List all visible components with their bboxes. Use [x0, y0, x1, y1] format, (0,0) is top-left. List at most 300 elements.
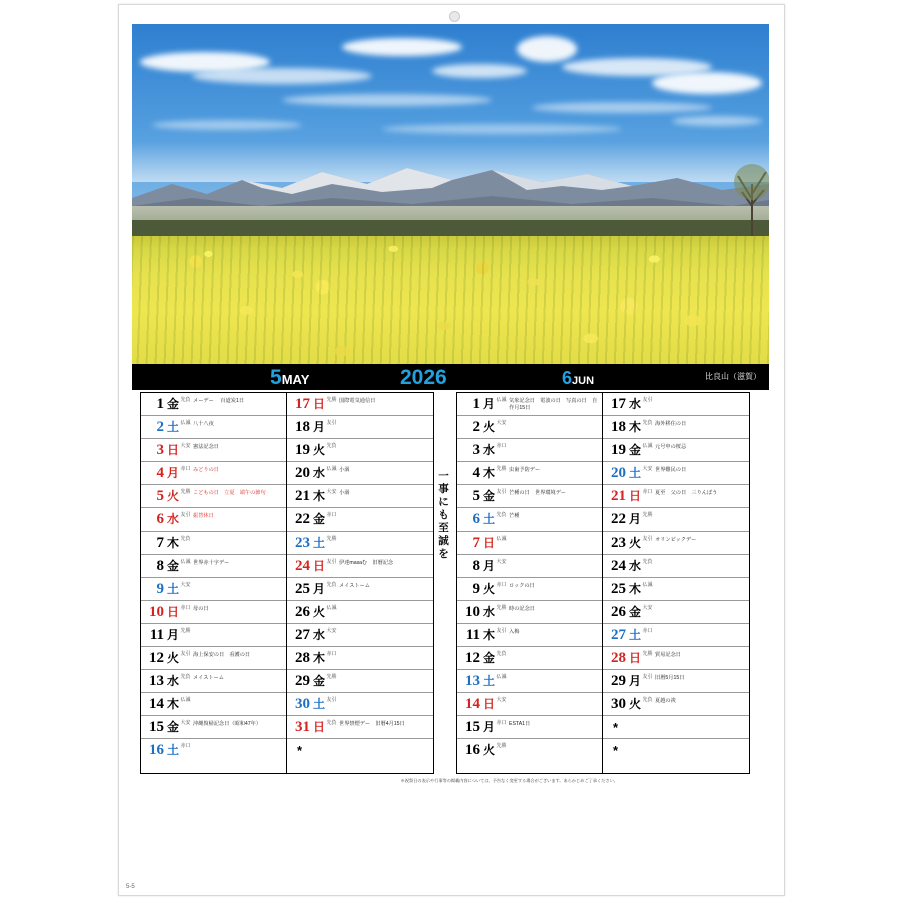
rokuyo-label: 先負	[326, 443, 337, 450]
calendar-day-row	[603, 624, 749, 647]
jun-block	[456, 392, 750, 774]
day-event-note: ロックの日	[509, 582, 535, 589]
day-number: 14	[465, 696, 480, 713]
rokuyo-label: 仏滅	[496, 397, 507, 403]
day-number: 11	[149, 626, 164, 643]
day-number: 2	[156, 419, 164, 436]
day-event-note: 貿易記念日	[655, 652, 681, 659]
day-of-week: 水	[628, 558, 641, 573]
calendar-day-row	[141, 601, 286, 624]
day-event-note: 芒種の日 世界環境デー	[509, 490, 567, 497]
day-number: 8	[472, 557, 480, 574]
cloud-icon	[382, 124, 622, 134]
day-event-note	[507, 439, 602, 461]
calendar-day-row	[603, 532, 749, 555]
calendar-day-row	[603, 739, 749, 762]
day-of-week: 月	[482, 720, 495, 735]
day-of-week: 月	[312, 420, 325, 435]
day-number: 6	[472, 511, 480, 528]
day-of-week: 土	[482, 512, 495, 527]
calendar-day-row	[457, 693, 602, 716]
day-number: 27	[295, 626, 310, 643]
day-event-note	[191, 624, 286, 646]
calendar-day-row	[141, 670, 286, 693]
rokuyo-label: 仏滅	[496, 674, 507, 681]
day-event-note: 伊達masaむ 旧暦記念	[339, 559, 394, 566]
day-of-week: 金	[628, 443, 641, 458]
calendar-day-row	[457, 670, 602, 693]
day-event-note	[507, 555, 602, 577]
day-event-note	[653, 508, 749, 530]
day-number: 29	[611, 673, 626, 690]
day-of-week: 日	[628, 489, 641, 504]
day-number: 26	[295, 603, 310, 620]
calendar-day-row	[603, 578, 749, 601]
rokuyo-label: 大安	[496, 697, 507, 704]
day-of-week: 月	[628, 512, 641, 527]
day-event-note: 夏越の祓	[655, 698, 676, 705]
day-of-week: 水	[312, 627, 325, 642]
day-event-note: 海上保安の日 看護の日	[193, 652, 251, 659]
day-event-note: こどもの日 立夏 端午の節句	[193, 490, 266, 497]
rokuyo-label: 赤口	[180, 604, 191, 611]
day-event-note	[653, 601, 749, 623]
calendar-day-row	[603, 416, 749, 439]
day-number: 17	[611, 396, 626, 412]
day-event-note	[337, 670, 433, 692]
rokuyo-label: 大安	[326, 627, 337, 634]
day-of-week: 水	[628, 397, 641, 411]
rokuyo-label: 先勝	[326, 674, 337, 681]
day-event-note	[653, 578, 749, 600]
day-number: 1	[472, 396, 480, 412]
day-of-week: 日	[628, 651, 641, 666]
day-event-note	[191, 578, 286, 600]
rokuyo-label: 友引	[326, 420, 337, 427]
calendar-day-row	[457, 508, 602, 531]
day-number: 7	[472, 534, 480, 551]
day-event-note: 芒種	[509, 513, 520, 520]
day-event-note: 憲法記念日	[193, 444, 219, 451]
day-of-week: 水	[482, 443, 495, 458]
day-event-note: 母の日	[193, 605, 209, 612]
day-of-week: 土	[166, 581, 179, 596]
day-event-note: メイストーム	[339, 582, 370, 589]
rokuyo-label: 先負	[326, 581, 337, 588]
rokuyo-label: 友引	[326, 697, 337, 704]
day-of-week: 日	[166, 604, 179, 619]
day-number: 11	[465, 626, 480, 643]
rokuyo-label: 赤口	[496, 720, 507, 727]
day-event-note	[191, 739, 286, 762]
day-number: 13	[465, 673, 480, 690]
day-of-week: 火	[482, 743, 495, 758]
day-number: 5	[156, 488, 164, 505]
day-of-week: 日	[312, 558, 325, 573]
cloud-icon	[672, 116, 762, 126]
day-number: 18	[295, 419, 310, 436]
cloud-icon	[532, 102, 712, 113]
cloud-icon	[342, 38, 462, 56]
rokuyo-label: 先負	[642, 420, 653, 427]
rokuyo-label: 大安	[642, 466, 653, 473]
day-of-week: 日	[312, 397, 325, 411]
may-column-2	[287, 393, 433, 773]
rokuyo-label: 赤口	[326, 651, 337, 658]
calendar-day-row	[141, 393, 286, 416]
rokuyo-label: 先負	[326, 720, 337, 727]
rokuyo-label: 先勝	[642, 651, 653, 658]
calendar-day-row	[457, 393, 602, 416]
day-of-week: 木	[166, 535, 179, 550]
day-of-week: 木	[312, 651, 325, 666]
day-of-week: 火	[312, 443, 325, 458]
rokuyo-label: 大安	[496, 420, 507, 427]
day-event-note: ESTA1日	[509, 721, 531, 728]
day-event-note	[337, 439, 433, 461]
day-event-note: 世界禁煙デー 旧暦4月15日	[339, 721, 405, 728]
photo-caption: 比良山（滋賀）	[705, 372, 761, 381]
calendar-day-row	[287, 508, 433, 531]
year-label: 2026	[400, 366, 447, 389]
calendar-day-row	[457, 601, 602, 624]
calendar-day-row	[603, 439, 749, 462]
calendar-day-row	[603, 601, 749, 624]
rokuyo-label: 仏滅	[180, 697, 191, 704]
day-of-week: 金	[312, 674, 325, 689]
rokuyo-label: 仏滅	[496, 535, 507, 542]
rokuyo-label: 先勝	[326, 397, 337, 403]
calendar-day-row	[287, 739, 433, 762]
calendar-day-row	[141, 532, 286, 555]
rokuyo-label: 友引	[496, 627, 507, 634]
day-event-note	[507, 670, 602, 692]
rokuyo-label: 先負	[642, 697, 653, 704]
day-number: 22	[611, 511, 626, 528]
day-of-week: 金	[628, 604, 641, 619]
day-number: 3	[472, 442, 480, 459]
rokuyo-label: 先勝	[642, 512, 653, 519]
day-event-note	[653, 555, 749, 577]
rokuyo-label: 仏滅	[180, 558, 191, 565]
calendar-day-row	[603, 555, 749, 578]
rokuyo-label: 先勝	[180, 627, 191, 634]
day-of-week: 土	[628, 627, 641, 642]
rokuyo-label: 仏滅	[642, 581, 653, 588]
day-number: 25	[611, 580, 626, 597]
day-number: 16	[465, 742, 480, 759]
calendar-day-row	[457, 485, 602, 508]
day-number: 12	[465, 650, 480, 667]
day-of-week: 金	[166, 720, 179, 735]
rokuyo-label: 先勝	[326, 535, 337, 542]
calendar-day-row	[287, 693, 433, 716]
calendar-day-row	[141, 716, 286, 739]
rokuyo-label: 先負	[642, 558, 653, 565]
day-number: 27	[611, 626, 626, 643]
rokuyo-label: 先負	[496, 651, 507, 658]
rokuyo-label: 先負	[180, 397, 191, 403]
day-of-week: 土	[312, 697, 325, 712]
day-number: 8	[156, 557, 164, 574]
calendar-day-row	[287, 647, 433, 670]
day-event-note: 世界難民の日	[655, 467, 687, 474]
day-number: 24	[295, 557, 310, 574]
calendar-day-row	[287, 532, 433, 555]
may-column-1	[141, 393, 287, 773]
rokuyo-label: 先負	[180, 674, 191, 681]
day-of-week: 木	[628, 420, 641, 435]
day-of-week: 月	[482, 558, 495, 573]
day-number: 10	[465, 603, 480, 620]
calendar-day-row	[141, 555, 286, 578]
month-left-number: 5	[270, 366, 282, 389]
day-event-note: 八十八夜	[193, 421, 214, 428]
day-of-week: 木	[312, 489, 325, 504]
rokuyo-label: 大安	[180, 581, 191, 588]
calendar-day-row	[287, 485, 433, 508]
calendar-day-row	[457, 739, 602, 762]
day-number: 15	[149, 719, 164, 736]
cloud-icon	[652, 72, 762, 94]
jun-column-2	[603, 393, 749, 773]
rokuyo-label: 先負	[180, 535, 191, 542]
calendar-day-row	[287, 393, 433, 416]
day-number: 23	[611, 534, 626, 551]
day-of-week: 火	[166, 489, 179, 504]
day-number: 26	[611, 603, 626, 620]
day-of-week: 土	[628, 466, 641, 481]
calendar-day-row	[457, 624, 602, 647]
day-number: 24	[611, 557, 626, 574]
rokuyo-label: 赤口	[180, 466, 191, 473]
day-of-week: 月	[628, 674, 641, 689]
rokuyo-label: 大安	[642, 604, 653, 611]
day-of-week: 日	[482, 697, 495, 712]
day-number: 23	[295, 534, 310, 551]
day-event-note	[507, 416, 602, 438]
day-of-week: 金	[312, 512, 325, 527]
jun-column-1	[457, 393, 603, 773]
day-event-note: 小満	[339, 490, 350, 497]
day-number: 25	[295, 580, 310, 597]
calendar-day-row	[457, 716, 602, 739]
day-event-note: 夏至 父の日 三りんぼう	[655, 490, 718, 497]
rokuyo-label: 友引	[642, 397, 653, 403]
day-event-note: メーデー 百道炭1日	[193, 398, 245, 404]
calendar-day-row	[457, 416, 602, 439]
day-of-week: 日	[482, 535, 495, 550]
empty-day-marker: *	[297, 743, 303, 759]
day-event-note	[507, 739, 602, 762]
calendar-day-row	[603, 716, 749, 739]
day-number: 15	[465, 719, 480, 736]
cloud-icon	[192, 68, 372, 84]
calendar-day-row	[457, 462, 602, 485]
day-number: 3	[156, 442, 164, 459]
rokuyo-label: 先勝	[180, 489, 191, 496]
rokuyo-label: 大安	[180, 443, 191, 450]
rokuyo-label: 先勝	[496, 466, 507, 473]
day-number: 12	[149, 650, 164, 667]
day-of-week: 木	[482, 466, 495, 481]
calendar-day-row	[287, 462, 433, 485]
day-of-week: 金	[166, 558, 179, 573]
rapeseed-flower-field	[132, 236, 769, 364]
rokuyo-label: 赤口	[180, 743, 191, 750]
day-event-note	[337, 693, 433, 715]
day-number: 29	[295, 673, 310, 690]
rokuyo-label: 赤口	[496, 443, 507, 450]
calendar-day-row	[457, 439, 602, 462]
day-event-note	[337, 416, 433, 438]
calendar-day-row	[287, 716, 433, 739]
rokuyo-label: 友引	[642, 535, 653, 542]
day-of-week: 火	[628, 535, 641, 550]
day-number: 4	[472, 465, 480, 482]
calendar-day-row	[603, 647, 749, 670]
rokuyo-label: 大安	[496, 558, 507, 565]
bare-tree-icon	[732, 144, 769, 244]
calendar-day-row	[141, 462, 286, 485]
rokuyo-label: 仏滅	[642, 443, 653, 450]
calendar-day-row	[141, 485, 286, 508]
fine-print: ※祝祭日の表示や行事等の掲載内容については、予告なく変更する場合がございます。あらかじめご了承ください。	[400, 778, 618, 783]
day-number: 19	[611, 442, 626, 459]
day-event-note	[653, 393, 749, 415]
calendar-day-row	[141, 416, 286, 439]
day-of-week: 月	[166, 627, 179, 642]
slogan-text: 一事にも至誠を	[438, 470, 450, 560]
day-event-note: 沖縄復帰記念日（昭和47年）	[193, 721, 262, 728]
day-number: 22	[295, 511, 310, 528]
day-event-note	[337, 647, 433, 669]
calendar-day-row	[141, 647, 286, 670]
day-of-week: 火	[312, 604, 325, 619]
day-number: 16	[149, 742, 164, 759]
day-of-week: 水	[166, 674, 179, 689]
day-event-note: 時の記念日	[509, 605, 535, 612]
calendar-day-row	[287, 624, 433, 647]
day-number: 18	[611, 419, 626, 436]
rokuyo-label: 友引	[180, 651, 191, 658]
day-event-note	[191, 693, 286, 715]
rokuyo-label: 友引	[326, 558, 337, 565]
day-of-week: 土	[482, 674, 495, 689]
day-event-note: 元号申の桜忌	[655, 444, 687, 451]
day-number: 9	[472, 580, 480, 597]
day-of-week: 火	[166, 651, 179, 666]
empty-day-marker: *	[613, 720, 619, 736]
day-event-note	[337, 624, 433, 646]
day-number: 4	[156, 465, 164, 482]
month-left	[270, 366, 309, 390]
day-event-note: メイストーム	[193, 675, 224, 682]
rokuyo-label: 先勝	[496, 743, 507, 750]
rokuyo-label: 仏滅	[180, 420, 191, 427]
day-event-note	[337, 601, 433, 623]
day-number: 13	[149, 673, 164, 690]
rokuyo-label: 先勝	[496, 604, 507, 611]
day-of-week: 月	[312, 581, 325, 596]
day-event-note: 海外移住の日	[655, 421, 687, 428]
day-of-week: 火	[482, 420, 495, 435]
day-of-week: 金	[166, 397, 179, 411]
day-of-week: 火	[628, 697, 641, 712]
calendar-day-row	[603, 393, 749, 416]
calendar-day-row	[603, 693, 749, 716]
calendar-grid	[132, 392, 769, 774]
day-number: 20	[611, 465, 626, 482]
day-event-note: 世界赤十字デー	[193, 559, 230, 566]
day-number: 20	[295, 465, 310, 482]
day-of-week: 火	[482, 581, 495, 596]
month-title-band	[132, 364, 769, 390]
day-of-week: 月	[166, 466, 179, 481]
day-of-week: 日	[312, 720, 325, 735]
day-of-week: 水	[312, 466, 325, 481]
cloud-icon	[152, 120, 302, 130]
day-event-note: 国際電気通信日	[339, 398, 376, 404]
day-event-note	[507, 693, 602, 715]
day-event-note: みどりの日	[193, 467, 219, 474]
month-right-number: 6	[562, 368, 573, 388]
day-number: 30	[611, 696, 626, 713]
rokuyo-label: 赤口	[642, 489, 653, 496]
calendar-day-row	[457, 647, 602, 670]
calendar-day-row	[287, 439, 433, 462]
month-right	[562, 368, 594, 389]
cloud-icon	[432, 64, 527, 78]
day-of-week: 土	[166, 420, 179, 435]
day-number: 30	[295, 696, 310, 713]
calendar-day-row	[287, 555, 433, 578]
day-of-week: 木	[628, 581, 641, 596]
rokuyo-label: 大安	[180, 720, 191, 727]
calendar-day-row	[141, 739, 286, 762]
day-number: 5	[472, 488, 480, 505]
rokuyo-label: 仏滅	[326, 604, 337, 611]
day-number: 21	[295, 488, 310, 505]
field-texture	[132, 236, 769, 364]
day-event-note: オリンピックデー	[655, 536, 697, 543]
calendar-day-row	[141, 693, 286, 716]
calendar-day-row	[603, 485, 749, 508]
page-number: 5-5	[126, 884, 135, 890]
day-number: 17	[295, 396, 310, 412]
rokuyo-label: 赤口	[642, 627, 653, 634]
photo-landscape	[132, 24, 769, 364]
rokuyo-label: 赤口	[496, 581, 507, 588]
binding-hole-icon	[449, 11, 460, 22]
rokuyo-label: 友引	[180, 512, 191, 519]
day-number: 7	[156, 534, 164, 551]
day-number: 28	[295, 650, 310, 667]
day-event-note: 虫歯予防デー	[509, 467, 541, 474]
calendar-day-row	[287, 578, 433, 601]
calendar-day-row	[141, 624, 286, 647]
day-of-week: 金	[482, 651, 495, 666]
day-of-week: 土	[312, 535, 325, 550]
day-event-note: 振替休日	[193, 513, 214, 520]
day-number: 9	[156, 580, 164, 597]
calendar-day-row	[457, 555, 602, 578]
day-of-week: 水	[166, 512, 179, 527]
rokuyo-label: 友引	[496, 489, 507, 496]
month-left-abbr: MAY	[281, 372, 310, 387]
day-number: 31	[295, 719, 310, 736]
calendar-day-row	[287, 601, 433, 624]
